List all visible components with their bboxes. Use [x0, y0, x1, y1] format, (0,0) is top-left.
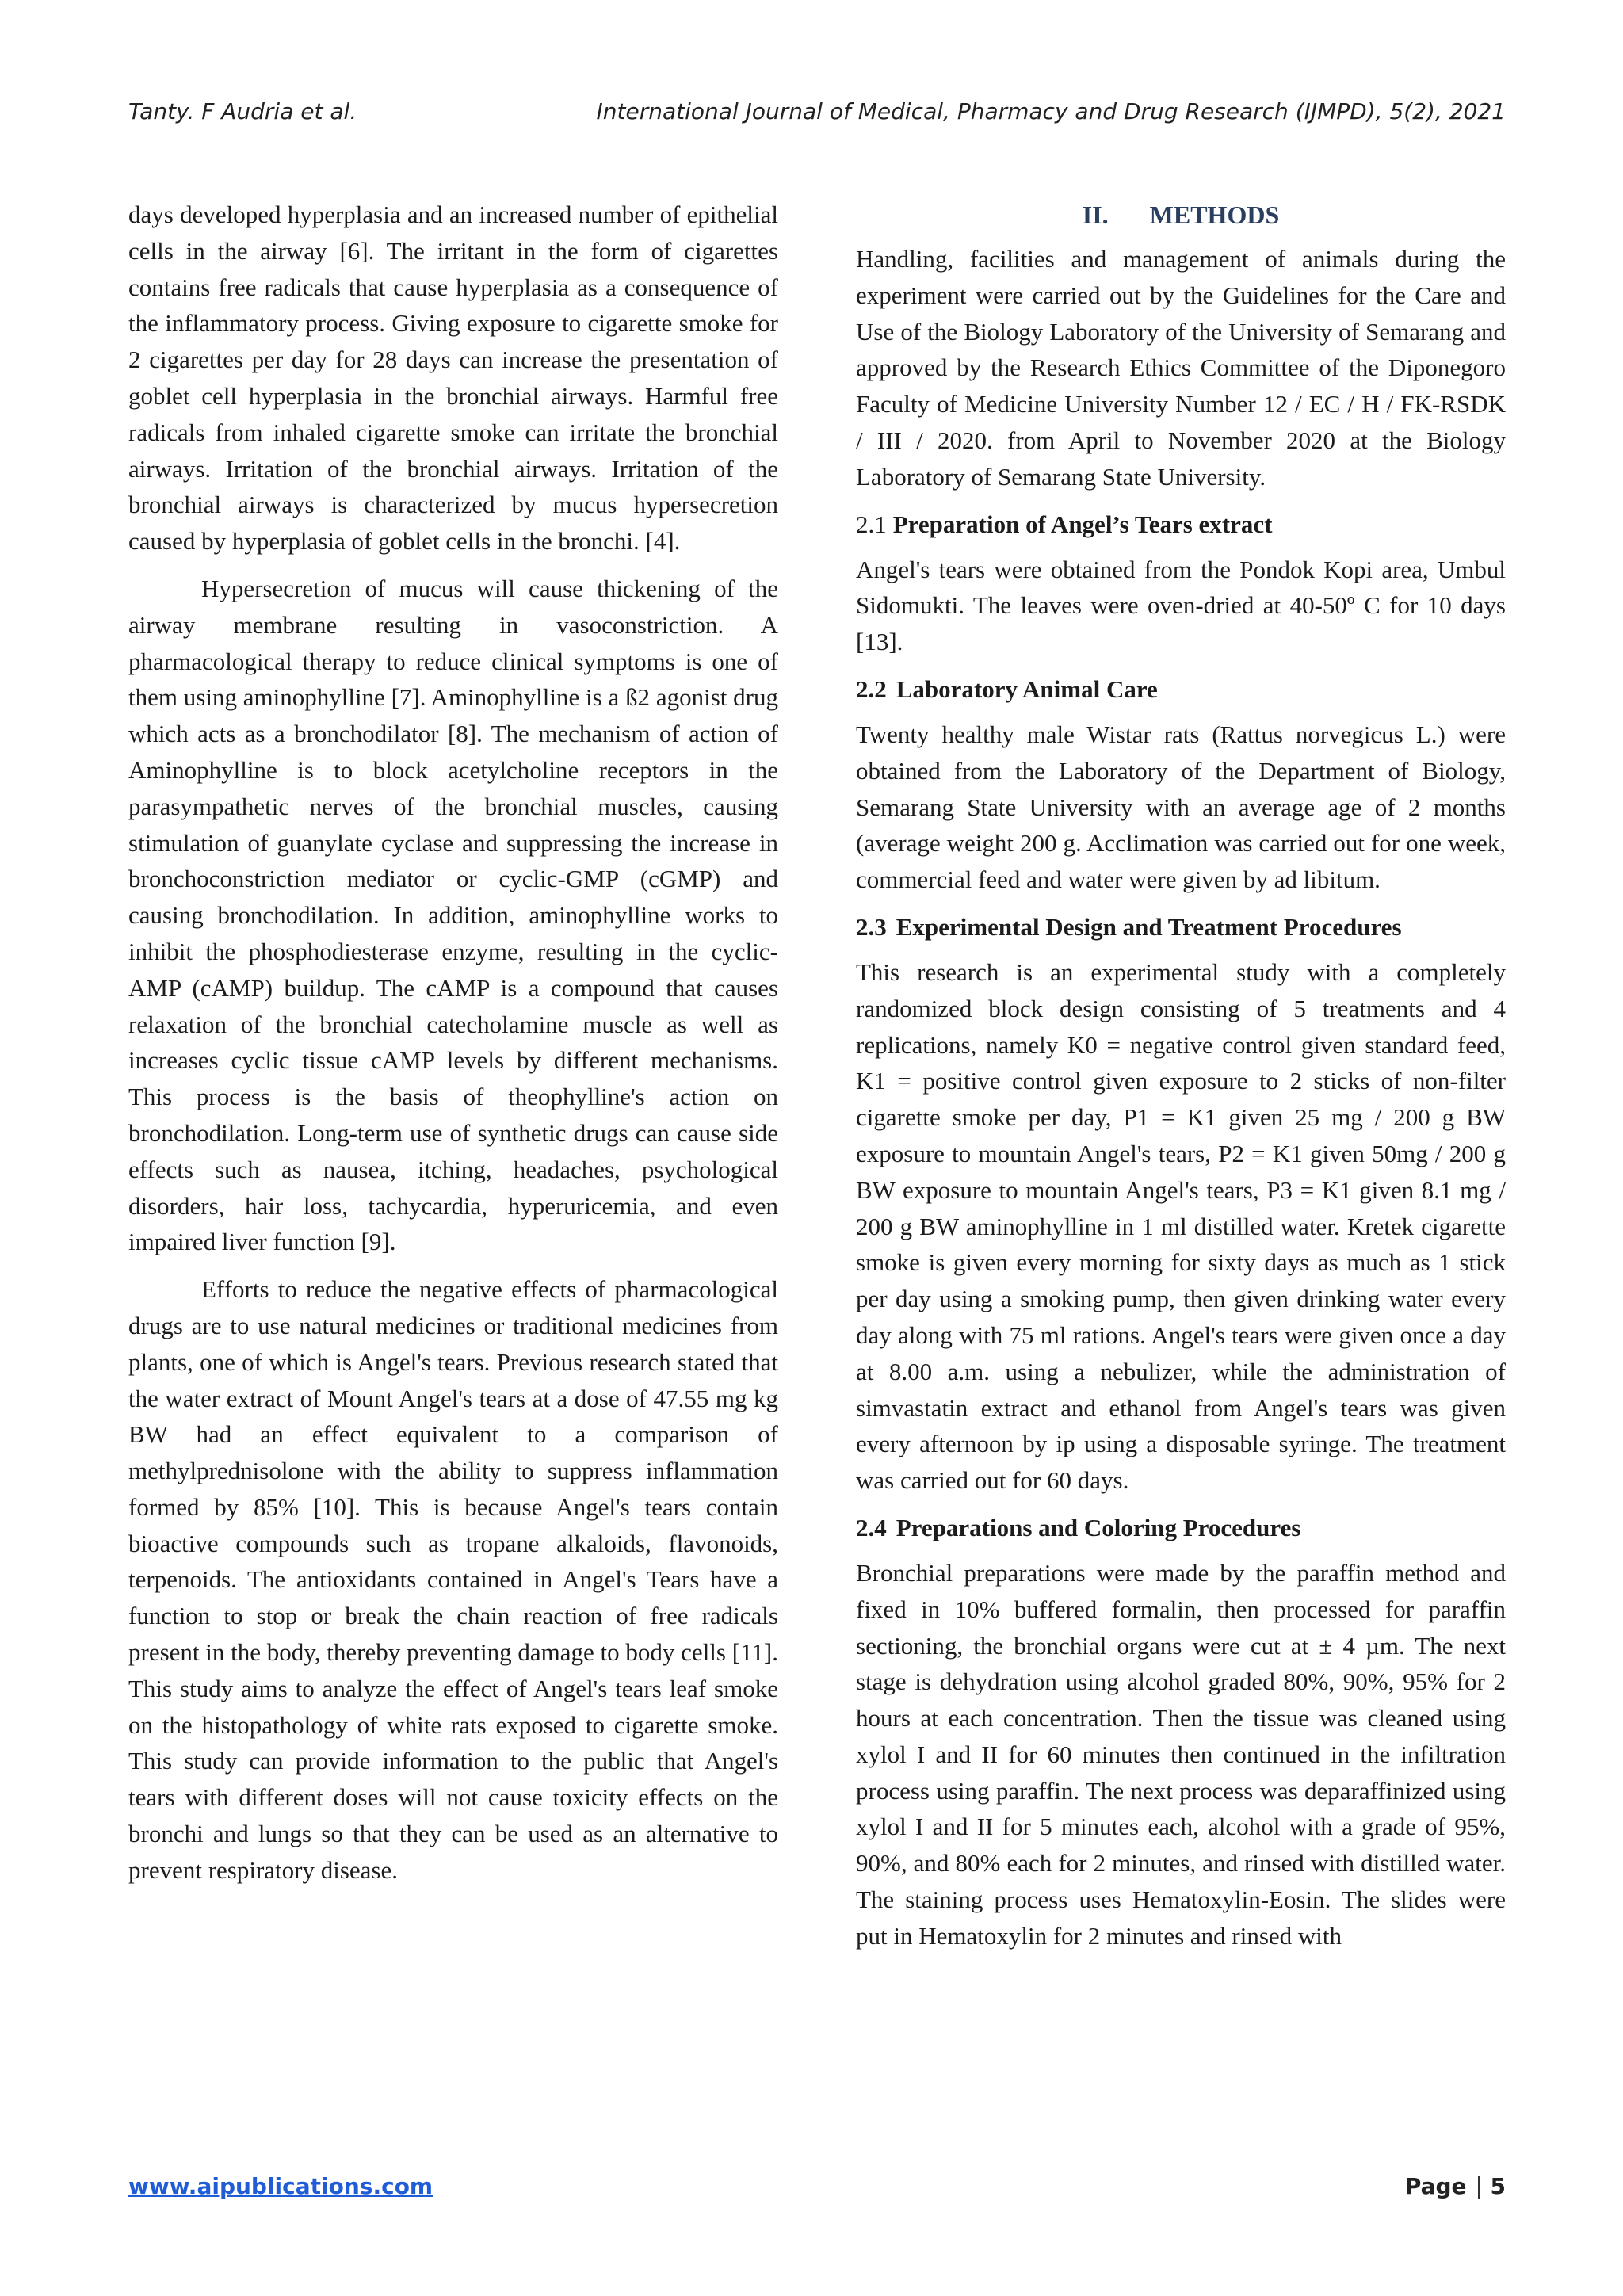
- subsection-number: 2.1: [856, 510, 887, 538]
- subsection-number: 2.2: [856, 674, 887, 703]
- body-paragraph: Handling, facilities and management of animals during the experiment were carried out by the Guidelines for the Care and Use of the Biology Laboratory of the University of Semarang and approved by the Research Ethics Committee of the Diponegoro Faculty of Medicine University Number 12 / EC / H / FK-RSDK / III / 2020. from April to November 2020 at the Biology Laboratory of Semarang State University.: [856, 245, 1506, 491]
- subsection-heading: [856, 909, 1506, 945]
- running-header: [128, 98, 1506, 138]
- subsection-title: Preparations and Coloring Procedures: [896, 1513, 1301, 1541]
- subsection-title: Preparation of Angel’s Tears extract: [892, 510, 1273, 538]
- subsection-heading: [856, 1510, 1506, 1545]
- subsection-number: 2.4: [856, 1513, 887, 1541]
- section-number: II.: [1082, 201, 1109, 229]
- subsection-title: Experimental Design and Treatment Procedures: [896, 912, 1402, 941]
- page-separator: [1478, 2176, 1480, 2199]
- page-number: [1405, 2173, 1506, 2199]
- left-column: [128, 197, 778, 2107]
- subsection-heading: [856, 671, 1506, 707]
- subsection-heading: [856, 506, 1506, 542]
- header-journal: International Journal of Medical, Pharmacy and Drug Research (IJMPD), 5(2), 2021: [596, 98, 1506, 124]
- page-number-value: 5: [1490, 2173, 1506, 2199]
- body-paragraph: Bronchial preparations were made by the paraffin method and fixed in 10% buffered formalin, then processed for paraffin sectioning, the bronchial organs were cut at ± 4 µm. The next stage is dehydration using alcohol graded 80%, 90%, 95% for 2 hours at each concentration. Then the tissue was cleaned using xylol I and II for 60 minutes then continued in the infiltration process using paraffin. The next process was deparaffinized using xylol I and II for 5 minutes each, alcohol with a grade of 95%, 90%, and 80% each for 2 minutes, and rinsed with distilled water. The staining process uses Hematoxylin-Eosin. The slides were put in Hematoxylin for 2 minutes and rinsed with: [856, 1558, 1506, 1950]
- body-paragraph: Twenty healthy male Wistar rats (Rattus norvegicus L.) were obtained from the Laboratory of the Department of Biology, Semarang State University with an average age of 2 months (average weight 200 g. Acclimation was carried out for one week, commercial feed and water were given by ad libitum.: [856, 720, 1506, 894]
- right-column: [856, 197, 1506, 2107]
- page-footer: [128, 2173, 1506, 2213]
- body-paragraph: days developed hyperplasia and an increased number of epithelial cells in the airway [6]. The irritant in the form of cigarettes contains free radicals that cause hyperplasia as a consequence of the inflammatory process. Giving exposure to cigarette smoke for 2 cigarettes per day for 28 days can increase the presentation of goblet cell hyperplasia in the bronchial airways. Harmful free radicals from inhaled cigarette smoke can irritate the bronchial airways. Irritation of the bronchial airways. Irritation of the bronchial airways is characterized by mucus hypersecretion caused by hyperplasia of goblet cells in the bronchi. [4].: [128, 201, 778, 556]
- section-title: METHODS: [1149, 201, 1280, 229]
- page-label: Page: [1404, 2173, 1467, 2199]
- section-heading-methods: [856, 197, 1506, 233]
- body-paragraph: Angel's tears were obtained from the Pondok Kopi area, Umbul Sidomukti. The leaves were oven-dried at 40-50º C for 10 days [13].: [856, 555, 1506, 656]
- subsection-title: Laboratory Animal Care: [896, 674, 1158, 703]
- header-authors: Tanty. F Audria et al.: [128, 98, 357, 124]
- body-paragraph: This research is an experimental study with a completely randomized block design consisting of 5 treatments and 4 replications, namely K0 = negative control given standard feed, K1 = positive control given exposure to 2 sticks of non-filter cigarette smoke per day, P1 = K1 given 25 mg / 200 g BW exposure to mountain Angel's tears, P2 = K1 given 50mg / 200 g BW exposure to mountain Angel's tears, P3 = K1 given 8.1 mg / 200 g BW aminophylline in 1 ml distilled water. Kretek cigarette smoke is given every morning for sixty days as much as 1 stick per day using a smoking pump, then given drinking water every day along with 75 ml rations. Angel's tears were given once a day at 8.00 a.m. using a nebulizer, while the administration of simvastatin extract and ethanol from Angel's tears was given every afternoon by ip using a disposable syringe. The treatment was carried out for 60 days.: [856, 957, 1506, 1495]
- body-paragraph: Hypersecretion of mucus will cause thickening of the airway membrane resulting in vasoconstriction. A pharmacological therapy to reduce clinical symptoms is one of them using aminophylline [7]. Aminophylline is a ß2 agonist drug which acts as a bronchodilator [8]. The mechanism of action of Aminophylline is to block acetylcholine receptors in the parasympathetic nerves of the bronchial muscles, causing stimulation of guanylate cyclase and suppressing the increase in bronchoconstriction mediator or cyclic-GMP (cGMP) and causing bronchodilation. In addition, aminophylline works to inhibit the phosphodiesterase enzyme, resulting in the cyclic-AMP (cAMP) buildup. The cAMP is a compound that causes relaxation of the bronchial catecholamine muscle as well as increases cyclic tissue cAMP levels by different mechanisms. This process is the basis of theophylline's action on bronchodilation. Long-term use of synthetic drugs can cause side effects such as nausea, itching, headaches, psychological disorders, hair loss, tachycardia, hyperuricemia, and even impaired liver function [9].: [128, 574, 778, 1256]
- body-paragraph: Efforts to reduce the negative effects of pharmacological drugs are to use natural medicines or traditional medicines from plants, one of which is Angel's tears. Previous research stated that the water extract of Mount Angel's tears at a dose of 47.55 mg kg BW had an effect equivalent to a comparison of methylprednisolone with the ability to suppress inflammation formed by 85% [10]. This is because Angel's tears contain bioactive compounds such as tropane alkaloids, flavonoids, terpenoids. The antioxidants contained in Angel's Tears have a function to stop or break the chain reaction of free radicals present in the body, thereby preventing damage to body cells [11]. This study aims to analyze the effect of Angel's tears leaf smoke on the histopathology of white rats exposed to cigarette smoke. This study can provide information to the public that Angel's tears with different doses will not cause toxicity effects on the bronchi and lungs so that they can be used as an alternative to prevent respiratory disease.: [128, 1275, 778, 1884]
- subsection-number: 2.3: [856, 912, 887, 941]
- publisher-link[interactable]: www.aipublications.com: [128, 2173, 433, 2199]
